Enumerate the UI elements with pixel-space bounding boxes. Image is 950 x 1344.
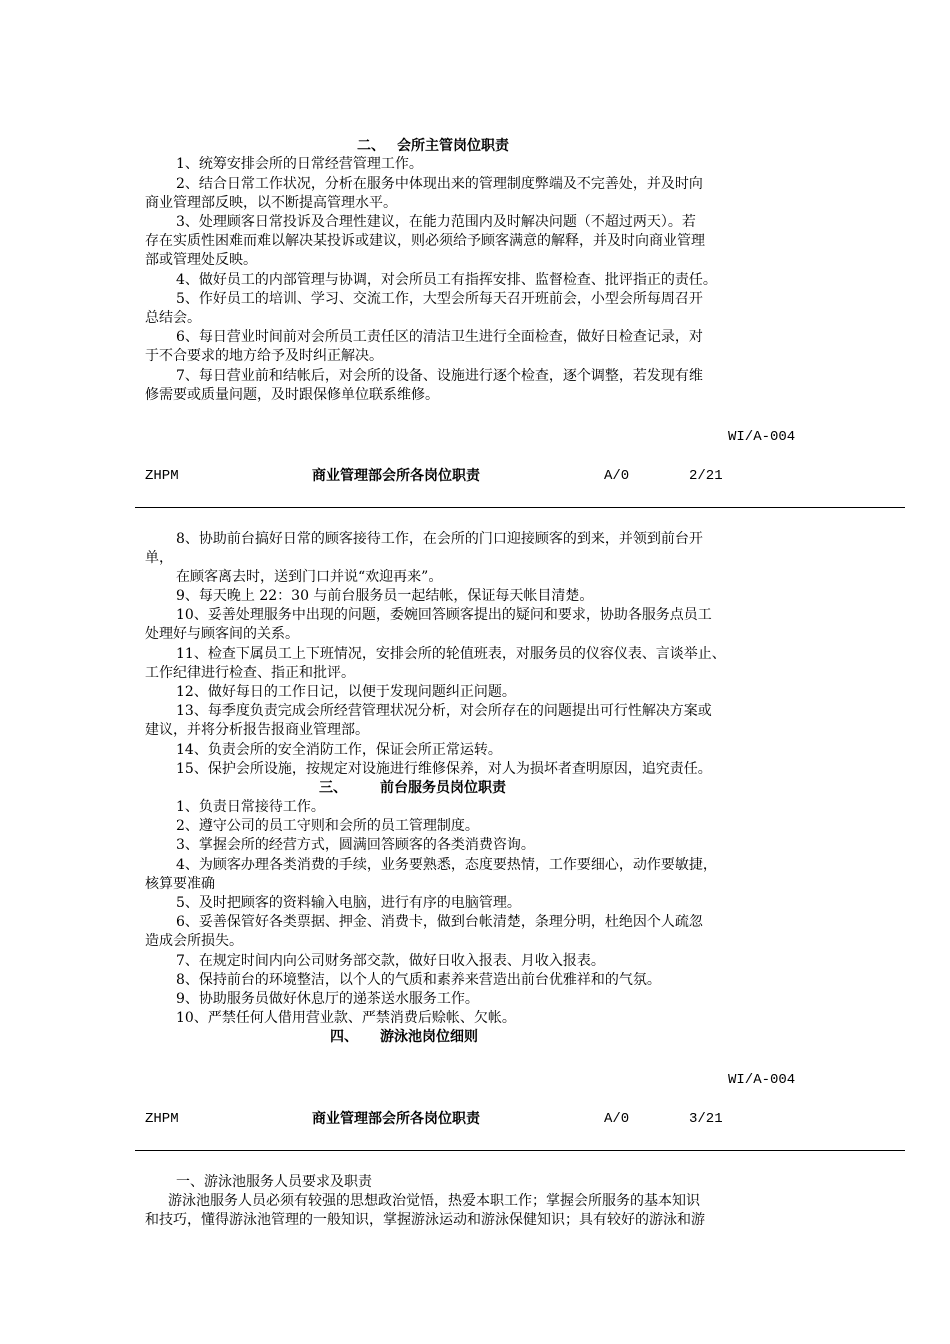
text-line: 核算要准确 [145, 876, 215, 892]
text-line: 修需要或质量问题，及时跟保修单位联系维修。 [145, 387, 439, 403]
text-line: 8、协助前台搞好日常的顾客接待工作，在会所的门口迎接顾客的到来，并领到前台开 [176, 531, 703, 547]
footer-revision: A/0 [604, 1111, 630, 1127]
text-line: 2、结合日常工作状况，分析在服务中体现出来的管理制度弊端及不完善处，并及时向 [176, 176, 703, 192]
text-line: 11、检查下属员工上下班情况，安排会所的轮值班表，对服务员的仪容仪表、言谈举止、 [176, 646, 726, 662]
text-line: 8、保持前台的环境整洁，以个人的气质和素养来营造出前台优雅祥和的气氛。 [176, 972, 661, 988]
text-line: 9、每天晚上 22：30 与前台服务员一起结帐，保证每天帐目清楚。 [176, 588, 594, 604]
text-line: 商业管理部反映，以不断提高管理水平。 [145, 195, 397, 211]
section-3-heading: 前台服务员岗位职责 [380, 780, 506, 796]
footer-company: ZHPM [145, 468, 179, 484]
text-line: 14、负责会所的安全消防工作，保证会所正常运转。 [176, 742, 502, 758]
text-line: 和技巧，懂得游泳池管理的一般知识，掌握游泳运动和游泳保健知识；具有较好的游泳和游 [145, 1212, 705, 1228]
text-line: 4、做好员工的内部管理与协调，对会所员工有指挥安排、监督检查、批评指正的责任。 [176, 272, 717, 288]
text-line: 13、每季度负责完成会所经营管理状况分析，对会所存在的问题提出可行性解决方案或 [176, 703, 712, 719]
text-line: 单， [145, 550, 173, 566]
text-line: 总结会。 [145, 310, 201, 326]
document-code: WI/A-004 [728, 1072, 796, 1088]
text-line: 10、妥善处理服务中出现的问题，委婉回答顾客提出的疑问和要求，协助各服务点员工 [176, 607, 712, 623]
section-4-heading-number: 四、 [330, 1029, 358, 1045]
text-line: 建议，并将分析报告报商业管理部。 [145, 722, 369, 738]
text-line: 2、遵守公司的员工守则和会所的员工管理制度。 [176, 818, 479, 834]
footer-page-number: 2/21 [689, 468, 723, 484]
text-line: 6、妥善保管好各类票据、押金、消费卡，做到台帐清楚，条理分明，杜绝因个人疏忽 [176, 914, 703, 930]
text-line: 5、及时把顾客的资料输入电脑，进行有序的电脑管理。 [176, 895, 521, 911]
footer-revision: A/0 [604, 468, 630, 484]
text-line: 部或管理处反映。 [145, 252, 257, 268]
section-4-heading: 游泳池岗位细则 [380, 1029, 478, 1045]
footer-title: 商业管理部会所各岗位职责 [312, 468, 480, 484]
page-divider [135, 1150, 905, 1151]
section-3-heading-number: 三、 [319, 780, 347, 796]
text-line: 游泳池服务人员必须有较强的思想政治觉悟，热爱本职工作；掌握会所服务的基本知识 [168, 1193, 700, 1209]
text-line: 15、保护会所设施，按规定对设施进行维修保养，对人为损坏者查明原因，追究责任。 [176, 761, 712, 777]
text-line: 在顾客离去时，送到门口并说“欢迎再来”。 [176, 569, 443, 585]
text-line: 处理好与顾客间的关系。 [145, 626, 299, 642]
footer-title: 商业管理部会所各岗位职责 [312, 1111, 480, 1127]
text-line: 7、每日营业前和结帐后，对会所的设备、设施进行逐个检查，逐个调整，若发现有维 [176, 368, 703, 384]
text-line: 9、协助服务员做好休息厅的递茶送水服务工作。 [176, 991, 479, 1007]
text-line: 3、掌握会所的经营方式，圆满回答顾客的各类消费咨询。 [176, 837, 535, 853]
text-line: 于不合要求的地方给予及时纠正解决。 [145, 348, 383, 364]
text-line: 3、处理顾客日常投诉及合理性建议，在能力范围内及时解决问题（不超过两天）。若 [176, 214, 696, 230]
text-line: 7、在规定时间内向公司财务部交款，做好日收入报表、月收入报表。 [176, 953, 605, 969]
text-line: 6、每日营业时间前对会所员工责任区的清洁卫生进行全面检查，做好日检查记录，对 [176, 329, 703, 345]
text-line: 12、做好每日的工作日记，以便于发现问题纠正问题。 [176, 684, 516, 700]
footer-page-number: 3/21 [689, 1111, 723, 1127]
section-2-heading-number: 二、 [357, 138, 385, 154]
document-code: WI/A-004 [728, 429, 796, 445]
text-line: 工作纪律进行检查、指正和批评。 [145, 665, 355, 681]
section-2-heading: 会所主管岗位职责 [397, 138, 509, 154]
footer-company: ZHPM [145, 1111, 179, 1127]
text-line: 1、统筹安排会所的日常经营管理工作。 [176, 156, 423, 172]
text-line: 一、游泳池服务人员要求及职责 [176, 1174, 372, 1190]
text-line: 1、负责日常接待工作。 [176, 799, 325, 815]
text-line: 5、作好员工的培训、学习、交流工作，大型会所每天召开班前会，小型会所每周召开 [176, 291, 703, 307]
text-line: 造成会所损失。 [145, 933, 243, 949]
text-line: 存在实质性困难而难以解决某投诉或建议，则必须给予顾客满意的解释，并及时向商业管理 [145, 233, 705, 249]
text-line: 4、为顾客办理各类消费的手续，业务要熟悉，态度要热情，工作要细心，动作要敏捷， [176, 857, 717, 873]
page-divider [135, 507, 905, 508]
text-line: 10、严禁任何人借用营业款、严禁消费后赊帐、欠帐。 [176, 1010, 516, 1026]
